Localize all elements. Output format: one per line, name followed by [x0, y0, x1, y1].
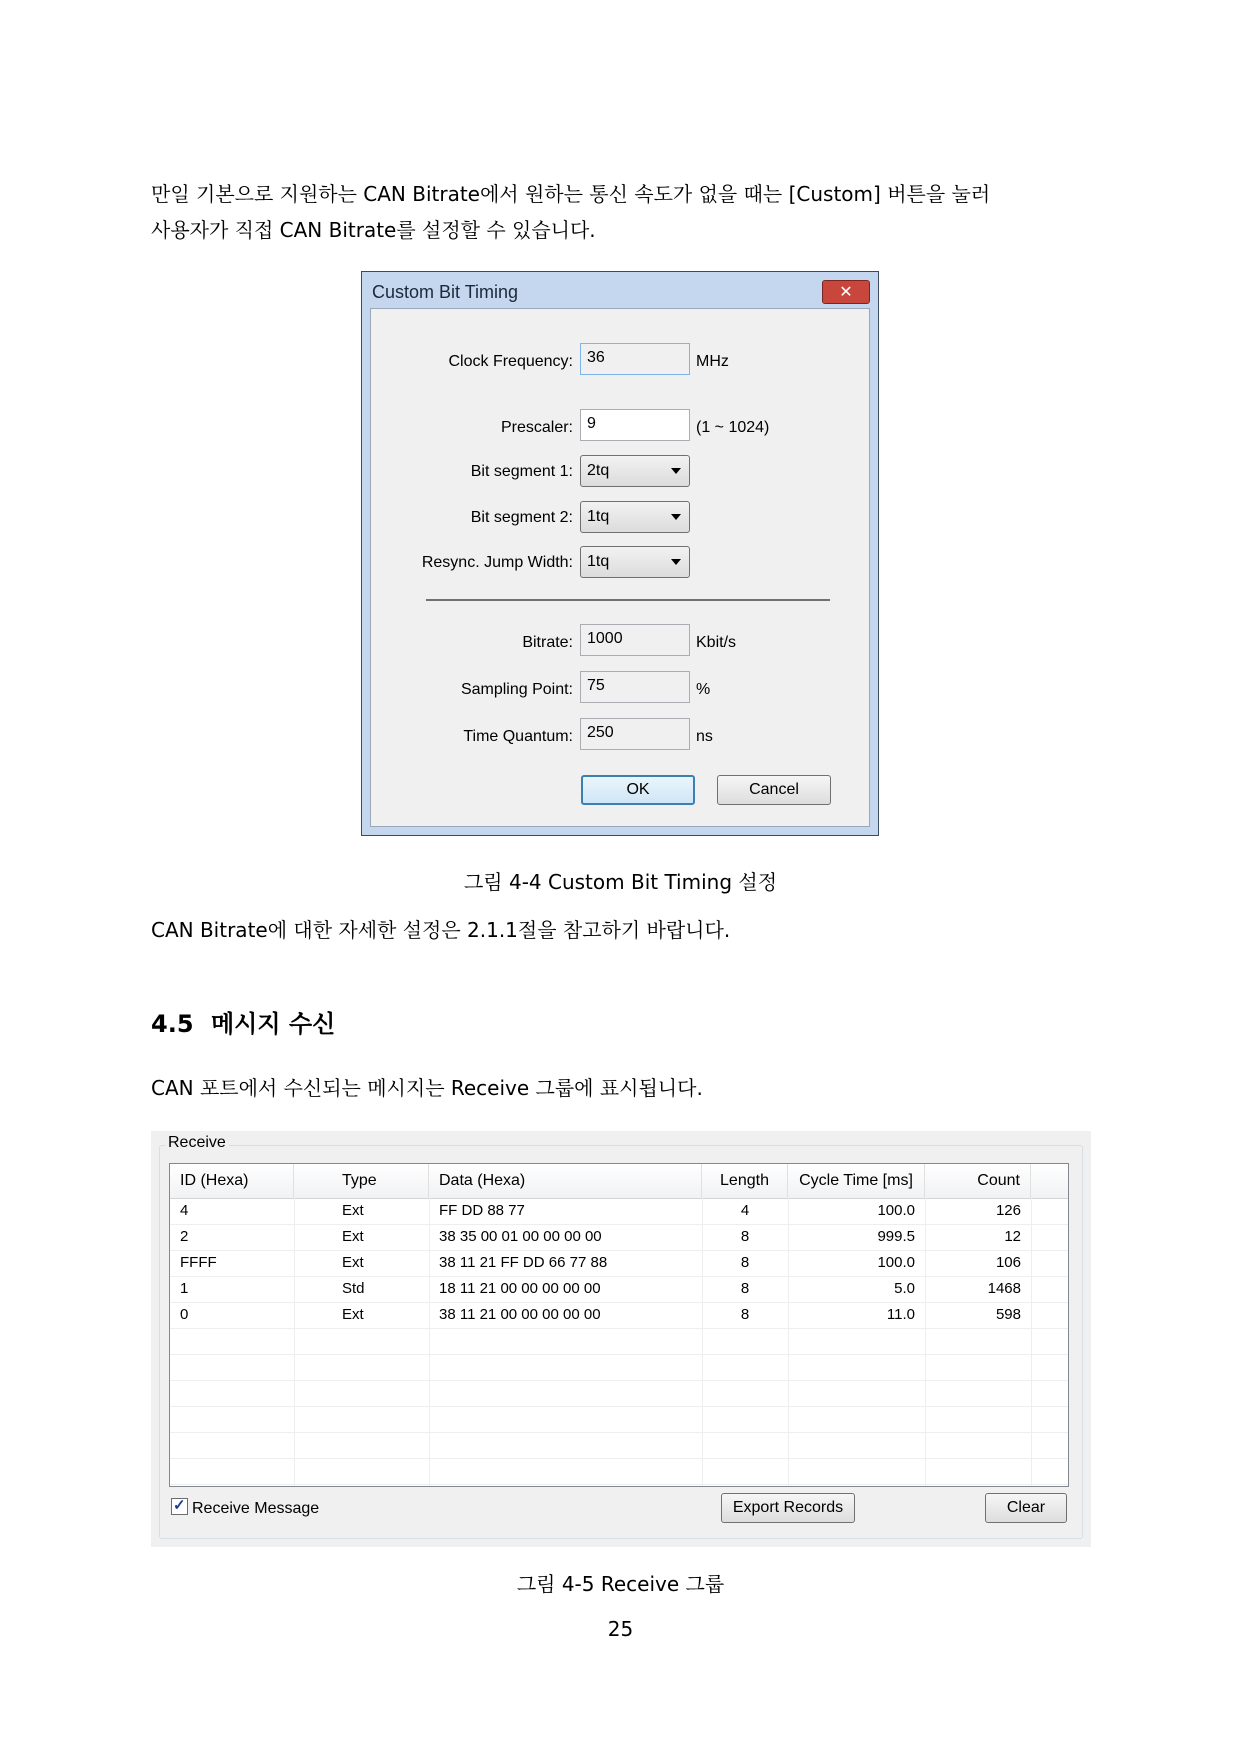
table-row[interactable] — [170, 1224, 1068, 1251]
column-header-id[interactable]: ID (Hexa) — [170, 1164, 294, 1198]
receive-group — [151, 1131, 1091, 1547]
page-number: 25 — [607, 1617, 634, 1641]
reference-paragraph: CAN Bitrate에 대한 자세한 설정은 2.1.1절을 참고하기 바랍니다. — [151, 918, 731, 942]
cell-length: 8 — [740, 1280, 750, 1297]
cell-type: Ext — [342, 1202, 364, 1219]
cell-id: 0 — [180, 1306, 189, 1323]
chevron-down-icon — [671, 514, 681, 520]
clock-frequency-label: Clock Frequency: — [448, 353, 573, 370]
table-row[interactable] — [170, 1328, 1068, 1355]
table-row[interactable] — [170, 1354, 1068, 1381]
cell-cycle-time: 100.0 — [877, 1202, 915, 1219]
resync-jump-width-select[interactable] — [580, 546, 690, 578]
clock-unit: MHz — [696, 353, 729, 370]
table-row[interactable] — [170, 1198, 1068, 1225]
column-header-length[interactable]: Length — [702, 1164, 788, 1198]
prescaler-range: (1 ~ 1024) — [696, 419, 770, 436]
cell-id: 2 — [180, 1228, 189, 1245]
bit-segment-2-label: Bit segment 2: — [470, 509, 573, 526]
cancel-button[interactable]: Cancel — [717, 775, 831, 805]
cell-count: 598 — [995, 1306, 1021, 1323]
chevron-down-icon — [671, 559, 681, 565]
cell-type: Ext — [342, 1228, 364, 1245]
chevron-down-icon — [671, 468, 681, 474]
clock-frequency-field[interactable]: 36 — [580, 343, 690, 375]
bitrate-field: 1000 — [580, 624, 690, 656]
figure-caption-4-4: 그림 4-4 Custom Bit Timing 설정 — [463, 870, 778, 894]
column-header-type[interactable]: Type — [294, 1164, 429, 1198]
table-row[interactable] — [170, 1276, 1068, 1303]
cell-count: 12 — [1004, 1228, 1021, 1245]
column-header-data[interactable]: Data (Hexa) — [429, 1164, 702, 1198]
column-header-count[interactable]: Count — [925, 1164, 1031, 1198]
checkbox-checked-icon[interactable] — [171, 1498, 188, 1515]
figure-caption-4-5: 그림 4-5 Receive 그룹 — [516, 1572, 725, 1596]
cell-length: 4 — [740, 1202, 750, 1219]
cell-cycle-time: 999.5 — [877, 1228, 915, 1245]
cell-data: 38 11 21 FF DD 66 77 88 — [439, 1254, 608, 1271]
bit-segment-1-label: Bit segment 1: — [470, 463, 573, 480]
cell-type: Ext — [342, 1306, 364, 1323]
prescaler-label: Prescaler: — [500, 419, 573, 436]
bit-segment-2-value: 1tq — [587, 508, 610, 525]
ok-button[interactable]: OK — [581, 775, 695, 805]
time-quantum-unit: ns — [696, 728, 713, 745]
section-title: 메시지 수신 — [211, 1010, 336, 1038]
cell-id: 1 — [180, 1280, 189, 1297]
cell-length: 8 — [740, 1254, 750, 1271]
prescaler-field[interactable]: 9 — [580, 409, 690, 441]
clear-button[interactable]: Clear — [985, 1493, 1067, 1523]
bit-segment-1-value: 2tq — [587, 462, 610, 479]
cell-data: FF DD 88 77 — [439, 1202, 525, 1219]
receive-group-title: Receive — [165, 1134, 229, 1152]
cell-count: 1468 — [987, 1280, 1021, 1297]
bit-segment-1-select[interactable] — [580, 455, 690, 487]
table-row[interactable] — [170, 1432, 1068, 1459]
custom-bit-timing-dialog — [361, 271, 879, 836]
cell-cycle-time: 100.0 — [877, 1254, 915, 1271]
table-row[interactable] — [170, 1250, 1068, 1277]
dialog-title: Custom Bit Timing — [372, 282, 519, 302]
resync-jump-width-value: 1tq — [587, 553, 610, 570]
table-row[interactable] — [170, 1380, 1068, 1407]
cell-type: Ext — [342, 1254, 364, 1271]
table-row[interactable] — [170, 1406, 1068, 1433]
cell-id: FFFF — [180, 1254, 217, 1271]
table-row[interactable] — [170, 1302, 1068, 1329]
cell-data: 38 35 00 01 00 00 00 00 — [439, 1228, 602, 1245]
sampling-unit: % — [696, 681, 711, 698]
intro-line-1: 만일 기본으로 지원하는 CAN Bitrate에서 원하는 통신 속도가 없을 때는 [Custom] 버튼을 눌러 — [151, 182, 991, 206]
export-records-button[interactable]: Export Records — [721, 1493, 855, 1523]
cell-cycle-time: 5.0 — [894, 1280, 915, 1297]
column-header-cycle-time[interactable]: Cycle Time [ms] — [788, 1164, 925, 1198]
table-row[interactable] — [170, 1458, 1068, 1485]
receive-table[interactable] — [169, 1163, 1069, 1487]
bitrate-label: Bitrate: — [522, 634, 573, 651]
cell-type: Std — [342, 1280, 365, 1297]
cell-data: 18 11 21 00 00 00 00 00 — [439, 1280, 601, 1297]
cell-length: 8 — [740, 1228, 750, 1245]
bit-segment-2-select[interactable] — [580, 501, 690, 533]
bitrate-unit: Kbit/s — [696, 634, 737, 651]
time-quantum-label: Time Quantum: — [463, 728, 573, 745]
time-quantum-field: 250 — [580, 718, 690, 750]
section-number: 4.5 — [151, 1010, 194, 1038]
divider — [426, 599, 830, 601]
dialog-body — [370, 308, 870, 827]
cell-count: 126 — [995, 1202, 1021, 1219]
intro-paragraph — [151, 176, 1091, 248]
cell-length: 8 — [740, 1306, 750, 1323]
receive-message-checkbox[interactable] — [171, 1498, 319, 1518]
resync-jump-width-label: Resync. Jump Width: — [421, 554, 573, 571]
cell-data: 38 11 21 00 00 00 00 00 — [439, 1306, 601, 1323]
cell-id: 4 — [180, 1202, 189, 1219]
section-heading — [151, 1004, 335, 1039]
sampling-point-label: Sampling Point: — [460, 681, 573, 698]
cell-cycle-time: 11.0 — [886, 1306, 915, 1323]
close-icon[interactable]: ✕ — [822, 280, 870, 304]
sampling-point-field: 75 — [580, 671, 690, 703]
receive-message-label: Receive Message — [192, 1500, 320, 1517]
table-header — [170, 1164, 1068, 1199]
intro-line-2: 사용자가 직접 CAN Bitrate를 설정할 수 있습니다. — [151, 218, 596, 242]
cell-count: 106 — [995, 1254, 1021, 1271]
receive-paragraph: CAN 포트에서 수신되는 메시지는 Receive 그룹에 표시됩니다. — [151, 1076, 703, 1100]
